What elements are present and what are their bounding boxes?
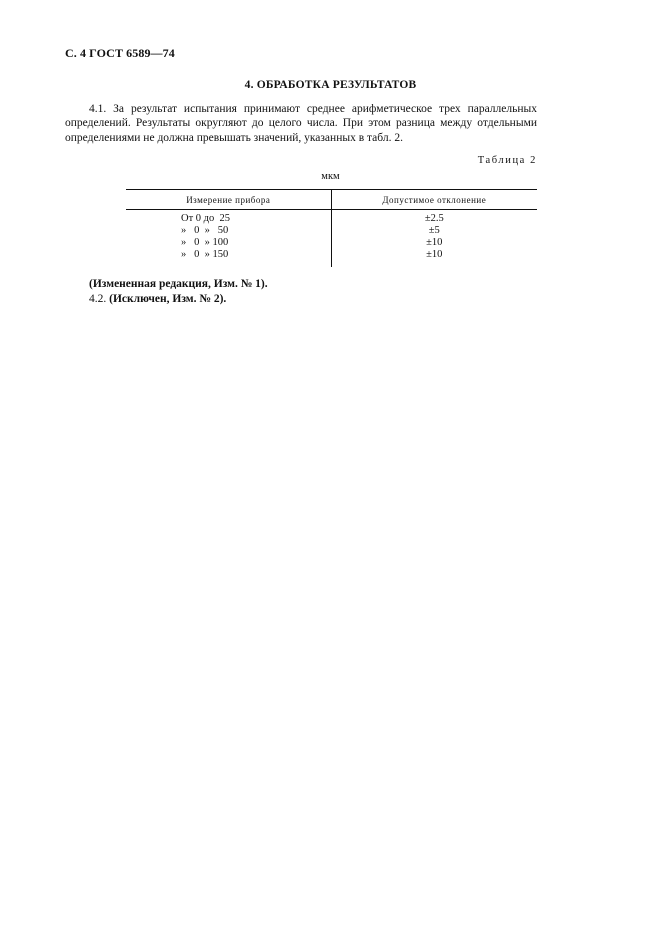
range-cell: [126, 210, 331, 268]
item-4-2-text: (Исключен, Изм. № 2).: [109, 293, 227, 305]
amendment-note: (Измененная редакция, Изм. № 1).: [89, 278, 268, 290]
table-header-row: [126, 190, 537, 210]
table-unit: мкм: [321, 171, 340, 182]
tolerance-table: [126, 189, 537, 267]
deviation-value: ±2.5: [424, 213, 444, 224]
table-caption: Таблица 2: [477, 155, 537, 166]
deviation-value: ±10: [426, 249, 443, 260]
paragraph-4-1: 4.1. За результат испытания принимают среднее арифметическое трех параллельных определений. Результаты округляют до целого числа. При этом разница между отдельными определениями не должна превышать значений, указанных в табл. 2.: [65, 103, 537, 144]
deviation-cell: [331, 210, 537, 268]
range-value: » 0 » 100: [181, 237, 229, 248]
range-value: » 0 » 150: [181, 249, 229, 260]
section-title: 4. ОБРАБОТКА РЕЗУЛЬТАТОВ: [244, 79, 417, 91]
item-4-2: [89, 293, 226, 305]
deviation-value: ±5: [428, 225, 440, 236]
page-header: С. 4 ГОСТ 6589—74: [65, 46, 175, 60]
deviation-value: ±10: [426, 237, 443, 248]
column-header-measurement: Измерение прибора: [126, 190, 331, 210]
range-value: От 0 до 25: [181, 213, 231, 224]
column-header-deviation: Допустимое отклонение: [331, 190, 537, 210]
range-value: » 0 » 50: [181, 225, 229, 236]
table-body-row: [126, 210, 537, 268]
item-4-2-number: 4.2.: [89, 293, 107, 305]
